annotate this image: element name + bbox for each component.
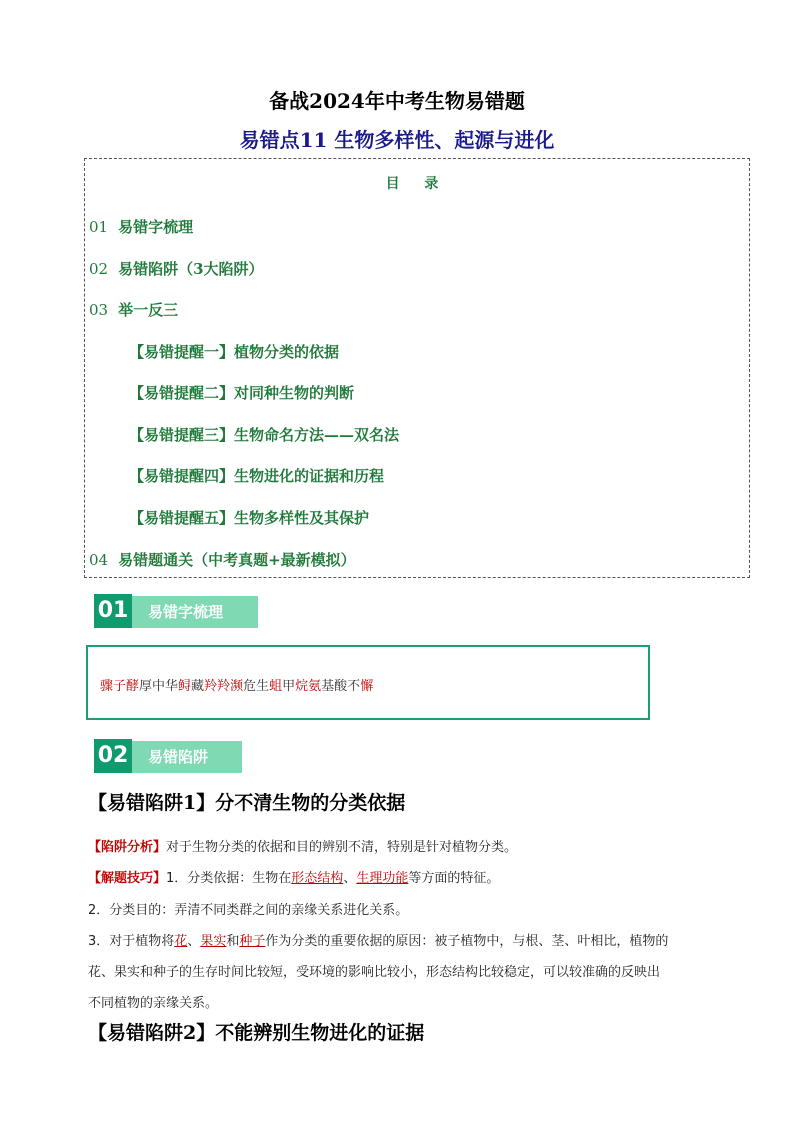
typo-text: 骤子酵厚中华鲟藏羚羚濒危生蛆甲烷氨基酸不懈	[100, 679, 374, 694]
section-banner-01	[94, 594, 264, 628]
section-label: 易错字梳理	[132, 596, 258, 628]
trap-1-tip-line-2: 2．分类目的：弄清不同类群之间的亲缘关系进化关系。	[88, 903, 409, 918]
toc-subitem[interactable]: 【易错提醒四】生物进化的证据和历程	[129, 467, 385, 485]
trap-1-title: 【易错陷阱1】分不清生物的分类依据	[88, 792, 406, 814]
toc-heading: 目 录	[385, 176, 449, 192]
toc-item[interactable]: 02 易错陷阱（3大陷阱）	[89, 260, 264, 278]
toc-subitem[interactable]: 【易错提醒二】对同种生物的判断	[129, 384, 355, 402]
table-of-contents	[84, 158, 750, 578]
section-banner-02	[94, 739, 244, 773]
toc-subitem[interactable]: 【易错提醒五】生物多样性及其保护	[129, 509, 370, 527]
trap-1-tip-line-5: 不同植物的亲缘关系。	[88, 996, 219, 1011]
typo-box	[86, 645, 650, 720]
trap-1-analysis: 【陷阱分析】对于生物分类的依据和目的辨别不清，特别是针对植物分类。	[88, 840, 518, 855]
toc-subitem[interactable]: 【易错提醒三】生物命名方法——双名法	[129, 426, 400, 444]
toc-item[interactable]: 01 易错字梳理	[89, 218, 194, 236]
toc-item[interactable]: 04 易错题通关（中考真题+最新模拟）	[89, 551, 356, 569]
toc-item[interactable]: 03 举一反三	[89, 301, 179, 319]
trap-2-title: 【易错陷阱2】不能辨别生物进化的证据	[88, 1022, 425, 1044]
page-title: 备战2024年中考生物易错题	[269, 89, 525, 113]
section-label: 易错陷阱	[132, 741, 242, 773]
page-subtitle: 易错点11 生物多样性、起源与进化	[239, 128, 555, 152]
trap-1-tip-line-1: 【解题技巧】1．分类依据：生物在形态结构、生理功能等方面的特征。	[88, 871, 500, 886]
toc-subitem[interactable]: 【易错提醒一】植物分类的依据	[129, 343, 340, 361]
section-number: 02	[94, 739, 132, 773]
trap-1-tip-line-3: 3．对于植物将花、果实和种子作为分类的重要依据的原因：被子植物中，与根、茎、叶相比，植物的	[88, 934, 669, 949]
trap-1-tip-line-4: 花、果实和种子的生存时间比较短，受环境的影响比较小，形态结构比较稳定，可以较准确的反映出	[88, 965, 661, 980]
section-number: 01	[94, 594, 132, 628]
